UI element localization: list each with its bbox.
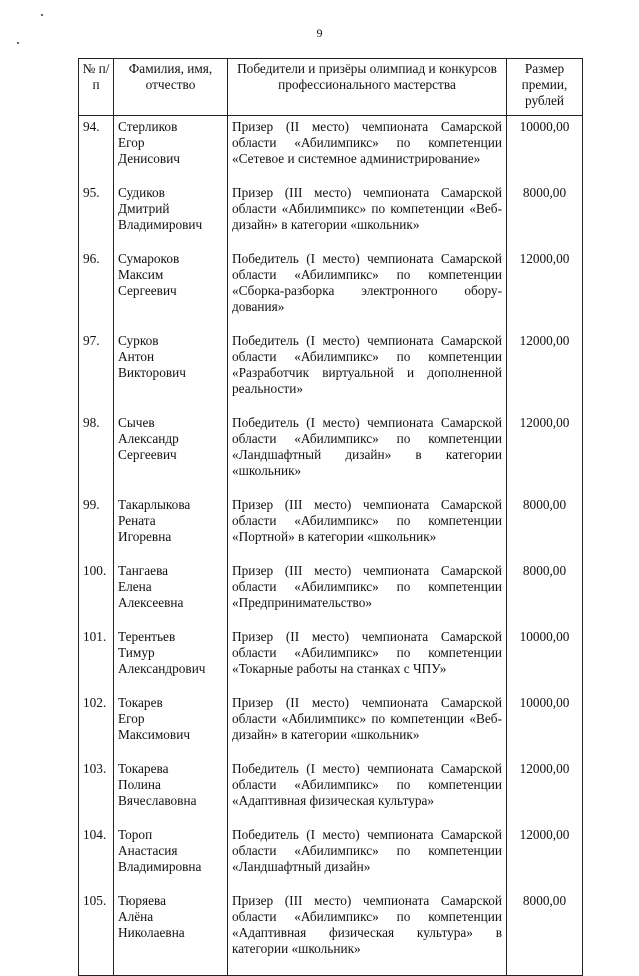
row-full-name	[114, 185, 228, 251]
table-row	[79, 695, 583, 761]
row-number: 104.	[79, 827, 114, 893]
row-full-name	[114, 497, 228, 563]
table-row	[79, 415, 583, 497]
row-number: 100.	[79, 563, 114, 629]
header-amount: Размер премии, рублей	[507, 59, 583, 116]
table-row	[79, 333, 583, 415]
row-number: 97.	[79, 333, 114, 415]
table-row	[79, 827, 583, 893]
row-surname: Терентьев	[118, 629, 176, 644]
row-first-name: Рената	[118, 513, 156, 528]
table-row	[79, 893, 583, 976]
table-row	[79, 629, 583, 695]
header-name: Фамилия, имя, отчество	[114, 59, 228, 116]
row-first-name: Елена	[118, 579, 152, 594]
row-description: Победитель (I место) чемпионата Самарской области «Абилимпикс» по компетенции «Ландшафтный дизайн» в категории «школьник»	[228, 415, 507, 497]
row-description: Победитель (I место) чемпионата Самарской области «Абилимпикс» по компетенции «Ландшафтный дизайн»	[228, 827, 507, 893]
row-description: Победитель (I место) чемпионата Самарской области «Абилимпикс» по компетенции «Адаптивная физическая культура»	[228, 761, 507, 827]
row-surname: Токарева	[118, 761, 169, 776]
row-full-name	[114, 415, 228, 497]
row-amount: 8000,00	[507, 185, 583, 251]
row-first-name: Максим	[118, 267, 164, 282]
row-amount: 8000,00	[507, 497, 583, 563]
row-patronymic: Владимировна	[118, 859, 202, 874]
row-description: Призер (III место) чемпионата Самарской области «Абилимпикс» по компетенции «Предпринимательство»	[228, 563, 507, 629]
row-first-name: Дмитрий	[118, 201, 170, 216]
row-amount: 10000,00	[507, 629, 583, 695]
row-surname: Сычев	[118, 415, 155, 430]
row-first-name: Егор	[118, 135, 145, 150]
row-full-name	[114, 333, 228, 415]
row-full-name	[114, 251, 228, 333]
row-first-name: Алёна	[118, 909, 154, 924]
row-amount: 12000,00	[507, 761, 583, 827]
row-surname: Тороп	[118, 827, 153, 842]
scan-speck	[41, 14, 43, 16]
row-amount: 10000,00	[507, 695, 583, 761]
row-number: 96.	[79, 251, 114, 333]
row-patronymic: Максимович	[118, 727, 191, 742]
row-patronymic: Вячеславовна	[118, 793, 197, 808]
row-surname: Такарлыкова	[118, 497, 191, 512]
table-header-row	[79, 59, 583, 116]
row-surname: Судиков	[118, 185, 165, 200]
table-row	[79, 497, 583, 563]
row-surname: Тюряева	[118, 893, 167, 908]
awards-table	[78, 58, 583, 976]
row-patronymic: Игоревна	[118, 529, 172, 544]
row-full-name	[114, 629, 228, 695]
row-surname: Сумароков	[118, 251, 180, 266]
row-description: Призер (III место) чемпионата Самарской области «Абилимпикс» по компетенции «Веб-дизайн» в категории «школьник»	[228, 185, 507, 251]
row-amount: 10000,00	[507, 116, 583, 186]
row-number: 98.	[79, 415, 114, 497]
row-surname: Сурков	[118, 333, 159, 348]
row-full-name	[114, 116, 228, 186]
row-surname: Токарев	[118, 695, 163, 710]
row-description: Призер (II место) чемпионата Самарской области «Абилимпикс» по компетенции «Токарные работы на станках с ЧПУ»	[228, 629, 507, 695]
row-first-name: Анастасия	[118, 843, 178, 858]
row-full-name	[114, 893, 228, 976]
row-amount: 12000,00	[507, 251, 583, 333]
row-full-name	[114, 563, 228, 629]
table-row	[79, 185, 583, 251]
scan-speck	[17, 42, 19, 44]
row-amount: 12000,00	[507, 827, 583, 893]
row-patronymic: Алексеевна	[118, 595, 184, 610]
row-patronymic: Владимирович	[118, 217, 203, 232]
table-body	[79, 116, 583, 976]
row-number: 95.	[79, 185, 114, 251]
row-patronymic: Сергеевич	[118, 447, 177, 462]
page-number: 9	[316, 26, 323, 40]
table-row	[79, 251, 583, 333]
row-description: Призер (II место) чемпионата Самарской области «Абилимпикс» по компетенции «Сетевое и системное администрирование»	[228, 116, 507, 186]
row-first-name: Полина	[118, 777, 161, 792]
row-full-name	[114, 761, 228, 827]
row-patronymic: Денисович	[118, 151, 180, 166]
row-amount: 12000,00	[507, 333, 583, 415]
row-surname: Тангаева	[118, 563, 169, 578]
row-number: 99.	[79, 497, 114, 563]
row-description: Победитель (I место) чемпионата Самарской области «Абилимпикс» по компетенции «Разработчик виртуальной и дополненной реальности»	[228, 333, 507, 415]
table-row	[79, 563, 583, 629]
row-amount: 8000,00	[507, 563, 583, 629]
row-number: 105.	[79, 893, 114, 976]
row-full-name	[114, 827, 228, 893]
row-number: 103.	[79, 761, 114, 827]
row-number: 101.	[79, 629, 114, 695]
row-patronymic: Викторович	[118, 365, 186, 380]
row-first-name: Егор	[118, 711, 145, 726]
row-amount: 12000,00	[507, 415, 583, 497]
row-number: 94.	[79, 116, 114, 186]
header-description: Победители и призёры олимпиад и конкурсов профессионального мастерства	[228, 59, 507, 116]
row-description: Призер (III место) чемпионата Самарской области «Абилимпикс» по компетенции «Адаптивная физическая культура» в категории «школьник»	[228, 893, 507, 976]
row-first-name: Александр	[118, 431, 179, 446]
table-row	[79, 116, 583, 186]
row-amount: 8000,00	[507, 893, 583, 976]
row-patronymic: Николаевна	[118, 925, 185, 940]
table-row	[79, 761, 583, 827]
row-description: Призер (III место) чемпионата Самарской области «Абилимпикс» по компетенции «Портной» в категории «школьник»	[228, 497, 507, 563]
row-patronymic: Сергеевич	[118, 283, 177, 298]
row-first-name: Антон	[118, 349, 155, 364]
row-number: 102.	[79, 695, 114, 761]
row-surname: Стерликов	[118, 119, 178, 134]
row-patronymic: Александрович	[118, 661, 206, 676]
row-full-name	[114, 695, 228, 761]
header-number: № п/п	[79, 59, 114, 116]
row-first-name: Тимур	[118, 645, 155, 660]
row-description: Призер (II место) чемпионата Самарской области «Абилимпикс» по компетенции «Веб-дизайн» в категории «школьник»	[228, 695, 507, 761]
row-description: Победитель (I место) чемпионата Самарской области «Абилимпикс» по компетенции «Сборка-разборка электронного обору-дования»	[228, 251, 507, 333]
